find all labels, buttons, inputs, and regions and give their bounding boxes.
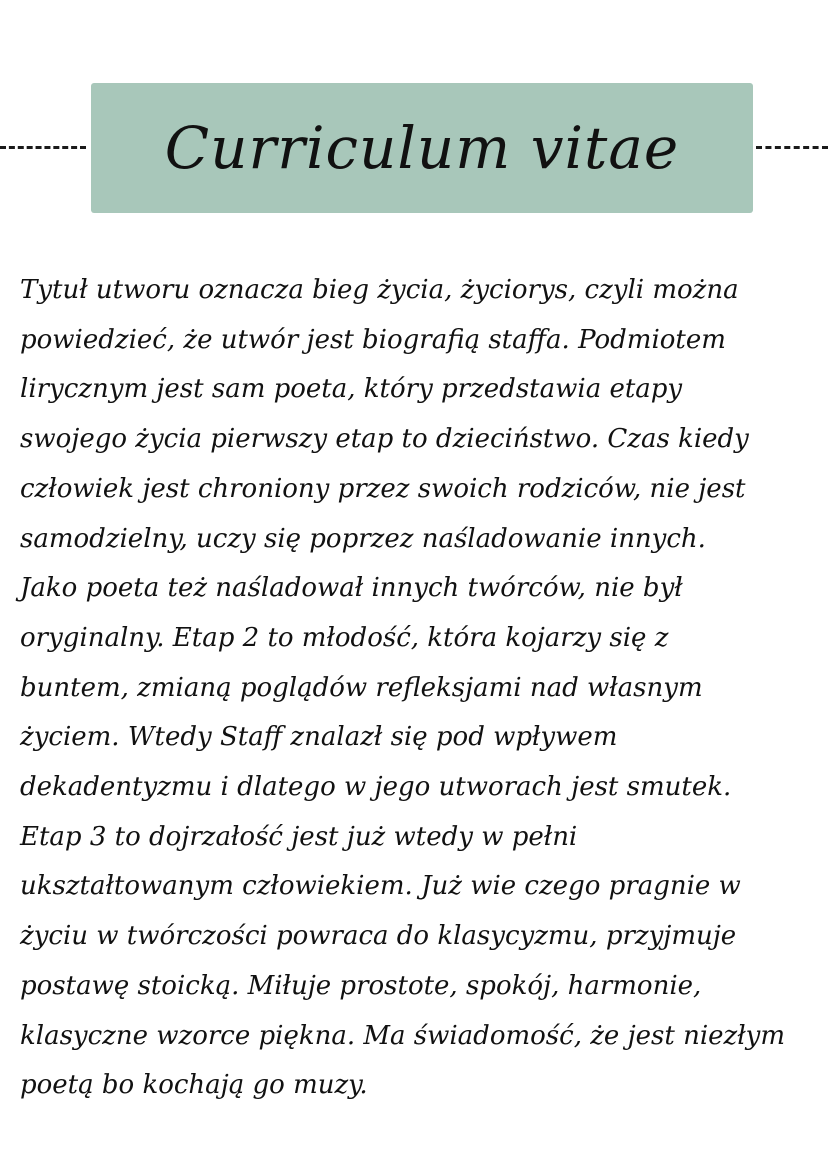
body-line: życiu w twórczości powraca do klasycyzmu, przyjmuje xyxy=(20,921,737,952)
body-line: swojego życia pierwszy etap to dzieciństwo. Czas kiedy xyxy=(20,424,749,455)
body-line: oryginalny. Etap 2 to młodość, która kojarzy się z xyxy=(20,622,669,653)
body-line: dekadentyzmu i dlatego w jego utworach jest smutek. xyxy=(20,772,732,803)
right-dashed-line xyxy=(756,146,828,149)
body-line: lirycznym jest sam poeta, który przedstawia etapy xyxy=(20,374,683,405)
body-line: Tytuł utworu oznacza bieg życia, życiorys, czyli można xyxy=(20,275,739,305)
body-line: Etap 3 to dojrzałość jest już wtedy w pełni xyxy=(20,821,578,852)
body-paragraph xyxy=(20,266,820,1111)
body-line: klasyczne wzorce piękna. Ma świadomość, że jest niezłym xyxy=(20,1020,785,1051)
page-title: Curriculum vitae xyxy=(164,114,680,182)
title-banner xyxy=(91,83,753,213)
body-line: człowiek jest chroniony przez swoich rodziców, nie jest xyxy=(20,473,746,504)
body-line: buntem, zmianą poglądów refleksjami nad własnym xyxy=(20,672,703,703)
body-line: samodzielny, uczy się poprzez naśladowanie innych. xyxy=(20,523,706,554)
body-line: Jako poeta też naśladował innych twórców, nie był xyxy=(20,573,683,604)
body-line: życiem. Wtedy Staff znalazł się pod wpływem xyxy=(20,722,618,753)
body-line: poetą bo kochają go muzy. xyxy=(20,1070,368,1101)
body-line: powiedzieć, że utwór jest biografią staffa. Podmiotem xyxy=(20,324,726,355)
body-line: ukształtowanym człowiekiem. Już wie czego pragnie w xyxy=(20,871,741,902)
left-dashed-line xyxy=(0,146,86,149)
body-line: postawę stoicką. Miłuje prostote, spokój, harmonie, xyxy=(20,970,702,1001)
